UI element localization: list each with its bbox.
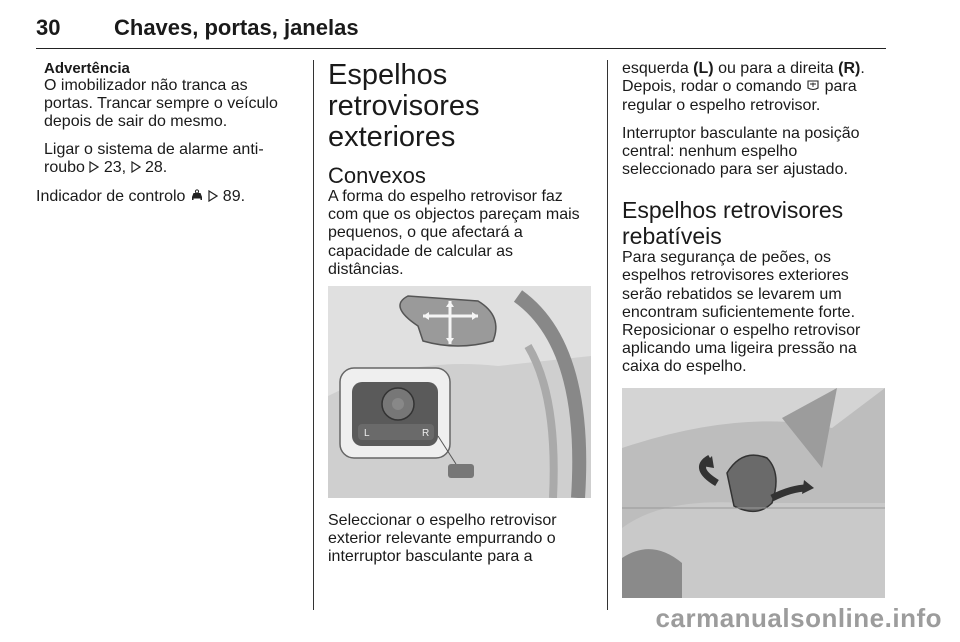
subheading-folding-mirrors: Espelhos retrovisores rebatíveis bbox=[622, 197, 844, 250]
folding-description: Para segurança de peões, os espelhos retrovisores exteriores serão rebatidos se levarem um encontram suficientemente forte. Reposicionar o espelho retrovisor aplicando uma ligeira pressão na caixa do espelho. bbox=[622, 249, 861, 376]
switch-center-text: Interruptor basculante na posição central: nenhum espelho seleccionado para ser ajustado. bbox=[622, 124, 860, 179]
text-left: esquerda bbox=[622, 60, 689, 77]
page-number: 30 bbox=[36, 15, 61, 40]
chapter-title: Chaves, portas, janelas bbox=[114, 15, 359, 40]
indicator-line bbox=[36, 188, 298, 207]
column-right bbox=[622, 60, 886, 377]
subheading-convex: Convexos bbox=[328, 163, 426, 188]
triangle-reference-icon bbox=[208, 189, 218, 207]
warning-box bbox=[44, 60, 298, 178]
watermark: carmanualsonline.info bbox=[655, 603, 942, 633]
column-divider bbox=[607, 60, 608, 610]
triangle-reference-icon bbox=[89, 160, 99, 178]
section-heading: Espelhos retrovisores exteriores bbox=[328, 59, 480, 153]
text-right: ou para a direita bbox=[718, 60, 834, 77]
column-left bbox=[36, 60, 298, 207]
warning-alarm-text bbox=[44, 141, 298, 178]
warning-text: O imobilizador não tranca as portas. Trancar sempre o veículo depois de sair do mesmo. bbox=[44, 77, 278, 131]
column-divider bbox=[313, 60, 314, 610]
page-reference[interactable]: 28. bbox=[144, 158, 168, 176]
label-right: R bbox=[422, 428, 430, 439]
label-l: (L) bbox=[693, 60, 714, 77]
alarm-text: Ligar o sistema de alarme anti-roubo bbox=[44, 140, 264, 176]
mirror-adjust-illustration bbox=[328, 286, 591, 498]
text-turn-control: Depois, rodar o comando bbox=[622, 78, 802, 96]
immobilizer-car-icon bbox=[190, 189, 204, 207]
page-reference[interactable]: 89. bbox=[222, 188, 246, 206]
mirror-control-icon bbox=[806, 79, 820, 97]
text-regulate: para regular o espelho retrovisor. bbox=[622, 78, 857, 115]
label-left: L bbox=[364, 428, 370, 439]
folding-mirror-illustration bbox=[622, 388, 885, 598]
convex-description: A forma do espelho retrovisor faz com que os objectos pareçam mais pequenos, o que afectará a capacidade de calcular as distâncias. bbox=[328, 188, 580, 278]
indicator-text: Indicador de controlo bbox=[36, 188, 186, 206]
after-figure-text bbox=[328, 512, 592, 567]
page-reference[interactable]: 23, bbox=[103, 158, 127, 176]
select-mirror-text: Seleccionar o espelho retrovisor exterior relevante empurrando o interruptor basculante para a bbox=[328, 512, 557, 566]
period: . bbox=[860, 60, 865, 77]
page-header bbox=[36, 6, 886, 49]
warning-title: Advertência bbox=[44, 60, 130, 77]
triangle-reference-icon bbox=[131, 160, 141, 178]
label-r: (R) bbox=[838, 60, 861, 77]
column-middle bbox=[328, 60, 592, 323]
adjust-instructions bbox=[622, 60, 886, 116]
